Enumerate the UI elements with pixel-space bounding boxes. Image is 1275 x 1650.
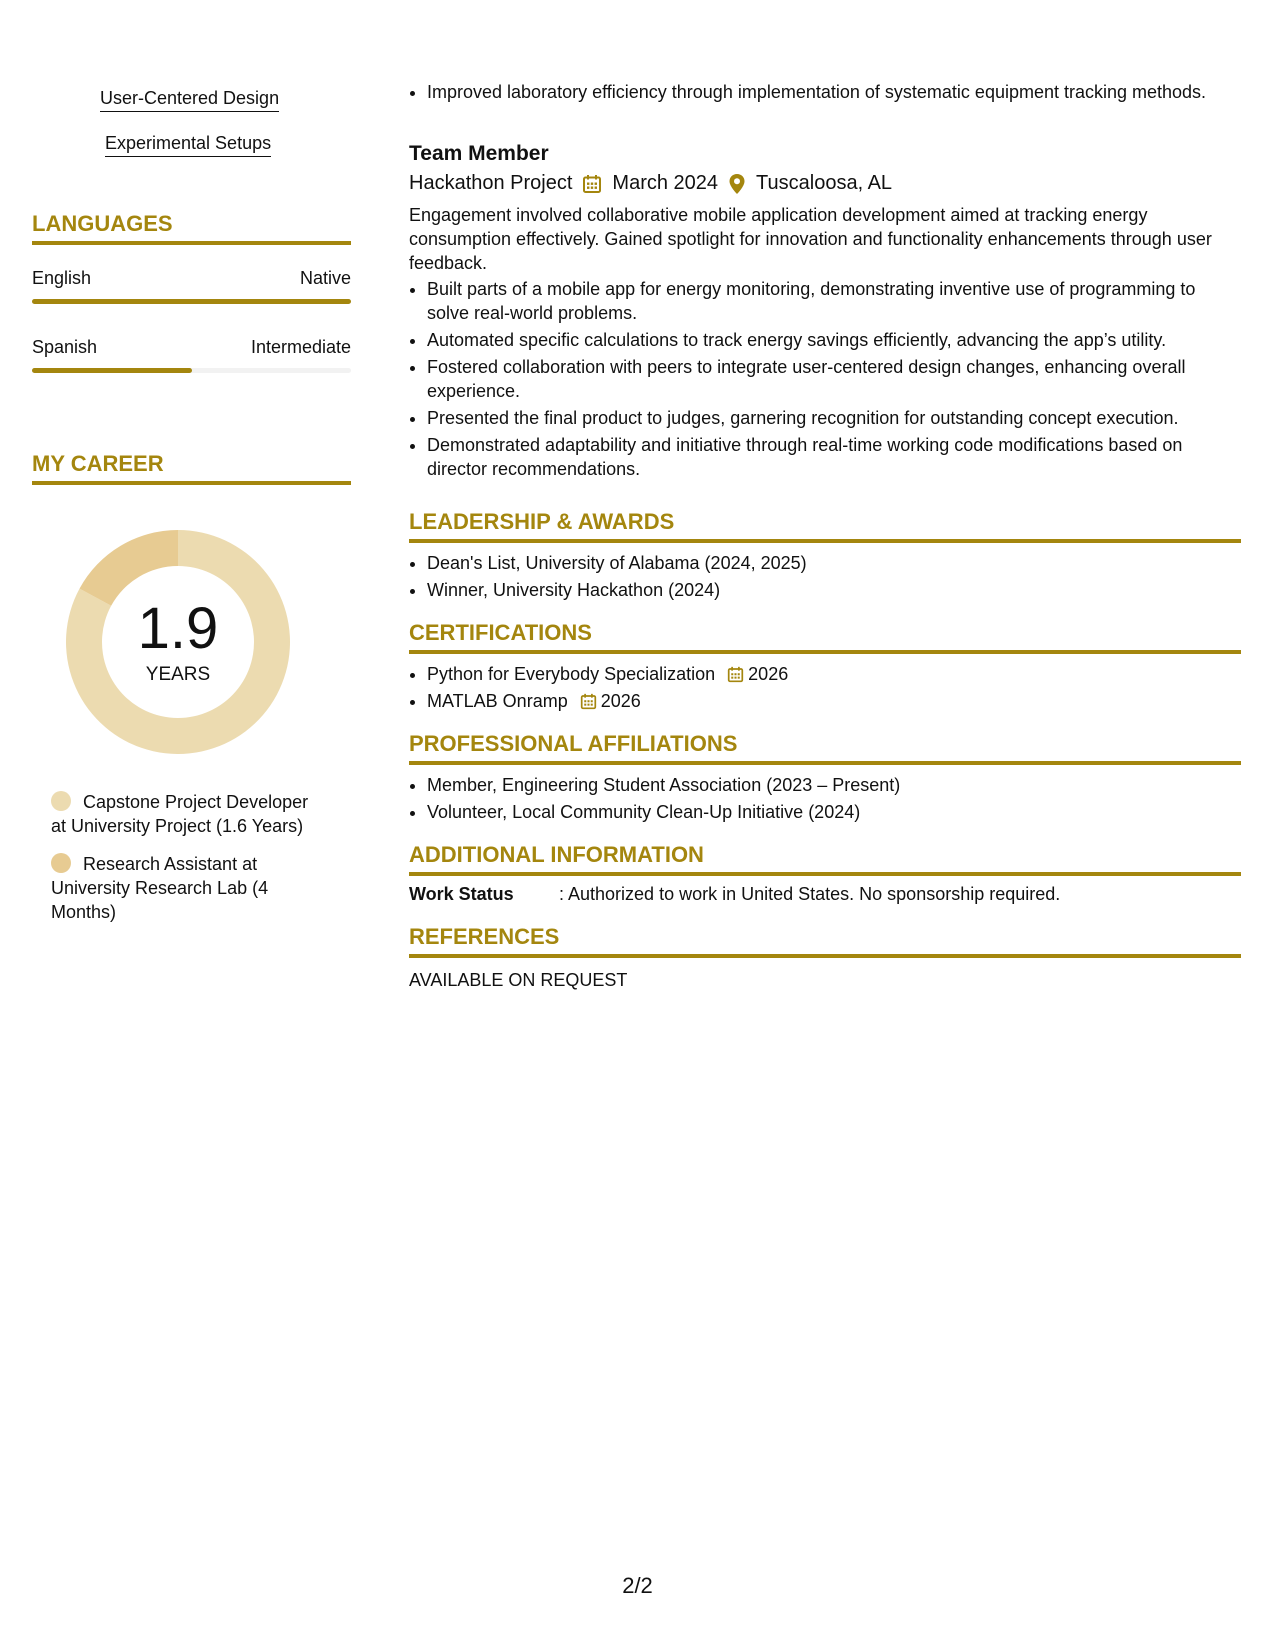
language-name: Spanish	[32, 337, 98, 357]
proficiency-fill	[32, 368, 192, 373]
donut-segment-2	[80, 530, 178, 606]
calendar-icon	[582, 174, 602, 194]
job-organization: Hackathon Project	[409, 172, 573, 194]
proficiency-fill	[32, 299, 351, 304]
language-proficiency-bar	[32, 299, 351, 304]
language-name: English	[32, 268, 92, 288]
job-location: Tuscaloosa, AL	[756, 172, 893, 194]
language-proficiency-bar	[32, 368, 351, 373]
bullet-item: • Built parts of a mobile app for energy monitoring, demonstrating inventive use of programming to solve real-world problems.	[427, 277, 1241, 325]
job-date: March 2024	[612, 172, 719, 194]
calendar-icon	[727, 666, 744, 683]
career-heading: MY CAREER	[32, 451, 351, 485]
career-legend-item	[51, 852, 321, 924]
work-status-label: Work Status	[409, 884, 514, 904]
skill-tag: Experimental Setups	[105, 133, 271, 157]
job-entry	[409, 142, 1241, 484]
cert-item	[427, 662, 1241, 686]
legend-label: Capstone Project Developer at University Project (1.6 Years)	[51, 792, 309, 836]
bullet-item: • Member, Engineering Student Association (2023 – Present)	[427, 773, 1241, 797]
bullet-item: • Demonstrated adaptability and initiative through real-time working code modifications based on director recommendations.	[427, 433, 1241, 481]
affiliations-list	[409, 773, 1241, 827]
leadership-heading: LEADERSHIP & AWARDS	[409, 509, 1241, 543]
job-summary: Engagement involved collaborative mobile application development aimed at tracking energy consumption effectively. Gained spotlight for innovation and functionality enhancements through user feedback.	[409, 205, 1212, 273]
languages-heading: LANGUAGES	[32, 211, 351, 245]
certifications-heading: CERTIFICATIONS	[409, 620, 1241, 654]
bullet-item: • Fostered collaboration with peers to integrate user-centered design changes, enhancing overall experience.	[427, 355, 1241, 403]
previous-job-bullets	[409, 80, 1241, 107]
bullet-item: • Volunteer, Local Community Clean-Up Initiative (2024)	[427, 800, 1241, 824]
bullet-item: • Improved laboratory efficiency through implementation of systematic equipment tracking methods.	[427, 80, 1241, 104]
cert-year: 2026	[600, 691, 641, 711]
job-bullets	[409, 277, 1241, 481]
career-legend-item	[51, 790, 321, 838]
career-total-unit: YEARS	[145, 664, 211, 685]
legend-swatch	[51, 853, 71, 873]
certifications-list	[409, 662, 1241, 716]
language-level: Intermediate	[250, 337, 351, 357]
career-total-years: 1.9	[137, 596, 219, 661]
cert-year: 2026	[748, 664, 789, 684]
job-title: Team Member	[409, 142, 549, 165]
location-pin-icon	[728, 173, 746, 195]
references-text: AVAILABLE ON REQUEST	[409, 970, 628, 990]
bullet-item: • Presented the final product to judges, garnering recognition for outstanding concept execution.	[427, 406, 1241, 430]
legend-swatch	[51, 791, 71, 811]
additional-info-heading: ADDITIONAL INFORMATION	[409, 842, 1241, 876]
language-level: Native	[299, 268, 351, 288]
cert-item	[427, 689, 1241, 713]
calendar-icon	[580, 693, 597, 710]
bullet-item: • Dean's List, University of Alabama (2024, 2025)	[427, 551, 1241, 575]
job-meta	[409, 172, 1241, 195]
work-status-value: : Authorized to work in United States. No sponsorship required.	[559, 884, 1061, 904]
cert-name: • Python for Everybody Specialization	[427, 664, 716, 684]
references-heading: REFERENCES	[409, 924, 1241, 958]
leadership-list	[409, 551, 1241, 605]
affiliations-heading: PROFESSIONAL AFFILIATIONS	[409, 731, 1241, 765]
skill-tag: User-Centered Design	[100, 88, 279, 112]
legend-label: Research Assistant at University Research Lab (4 Months)	[51, 854, 269, 922]
bullet-item: • Automated specific calculations to track energy savings efficiently, advancing the app’s utility.	[427, 328, 1241, 352]
page-number: 2/2	[622, 1573, 653, 1598]
bullet-item: • Winner, University Hackathon (2024)	[427, 578, 1241, 602]
cert-name: • MATLAB Onramp	[427, 691, 568, 711]
